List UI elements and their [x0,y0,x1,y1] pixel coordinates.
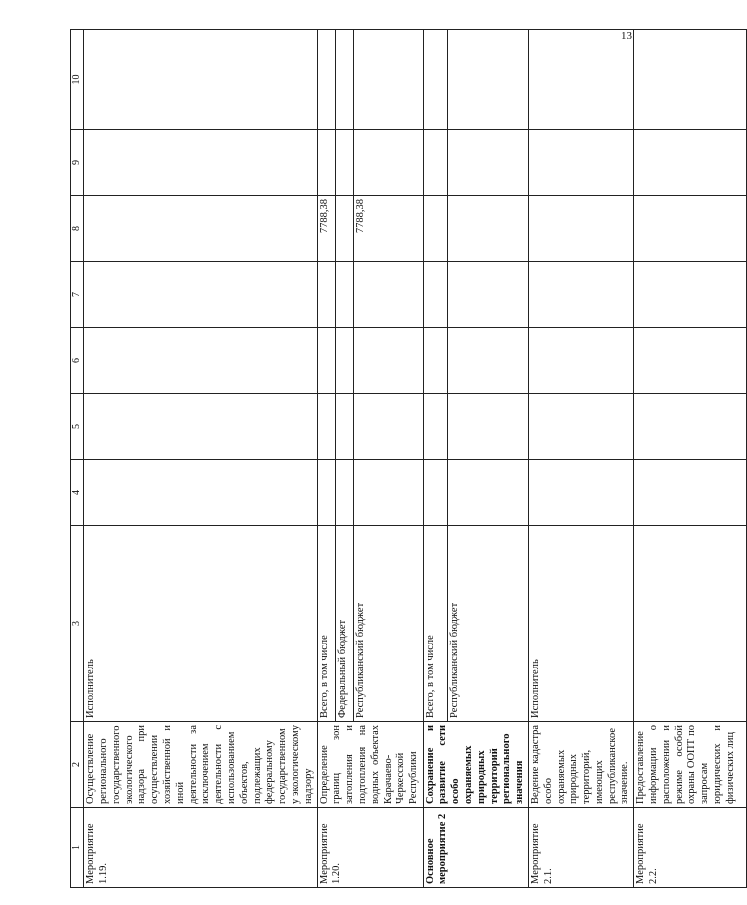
cell [353,328,423,394]
cell [528,262,633,328]
cell [84,328,317,394]
measure-id: Мероприятие 1.20. [317,808,423,888]
measure-name: Предоставление информации о расположении и режиме особой охраны ООПТ по запросам юридических и физических лиц [634,722,747,808]
cell [317,394,335,460]
cell [317,30,335,130]
cell [528,196,633,262]
cell [423,394,448,460]
cell [448,30,528,130]
cell [84,460,317,526]
cell [353,394,423,460]
funding-source: Всего, в том числе [317,526,335,722]
cell [317,460,335,526]
col-header-5: 5 [71,394,84,460]
col-header-2: 2 [71,722,84,808]
measure-name: Определение границ зон затопления и подтопления на водных объектах Карачаево-Черкесской Республики [317,722,423,808]
cell [84,30,317,130]
cell [528,460,633,526]
cell [317,328,335,394]
table-row [528,30,633,888]
cell [448,130,528,196]
cell [448,328,528,394]
col-header-9: 9 [71,130,84,196]
cell [317,130,335,196]
measure-id: Мероприятие 2.2. [634,808,747,888]
table-row [317,30,335,888]
cell [634,262,747,328]
col-header-3: 3 [71,526,84,722]
cell [353,262,423,328]
measure-name: Осуществление регионального государственного экологического надзора при осуществлении хозяйственной и иной деятельности за исключением деятельности с использованием объектов, подлежащих федеральному государственному экологическому надзору [84,722,317,808]
cell [423,328,448,394]
funding-source: Республиканский бюджет [448,526,528,722]
table-row [423,30,448,888]
cell [528,328,633,394]
cell [335,394,353,460]
page-number: 13 [621,30,632,42]
cell [335,460,353,526]
funding-source: Всего, в том числе [423,526,448,722]
budget-table [70,29,747,888]
cell [84,196,317,262]
cell [84,394,317,460]
amount-cell: 7788,38 [317,196,335,262]
cell [335,328,353,394]
measure-id: Основное мероприятие 2 [423,808,528,888]
cell [448,394,528,460]
cell [634,30,747,130]
col-header-4: 4 [71,460,84,526]
funding-source: Исполнитель [528,526,633,722]
cell [423,30,448,130]
cell [634,328,747,394]
rotated-page [70,30,736,888]
funding-source: Республиканский бюджет [353,526,423,722]
col-header-10: 10 [71,30,84,130]
cell [84,130,317,196]
col-header-1: 1 [71,808,84,888]
cell [423,130,448,196]
cell [84,262,317,328]
cell [335,262,353,328]
cell [353,30,423,130]
cell [423,460,448,526]
cell [448,262,528,328]
cell [448,460,528,526]
col-header-7: 7 [71,262,84,328]
cell [448,196,528,262]
cell [335,30,353,130]
amount-cell [335,196,353,262]
col-header-8: 8 [71,196,84,262]
funding-source: Федеральный бюджет [335,526,353,722]
cell [353,130,423,196]
table-row [84,30,317,888]
measure-id: Мероприятие 1.19. [84,808,317,888]
cell [528,394,633,460]
table-row [634,30,747,888]
cell [335,130,353,196]
cell [317,262,335,328]
cell [634,196,747,262]
cell [423,262,448,328]
col-header-6: 6 [71,328,84,394]
amount-cell: 7788,38 [353,196,423,262]
cell [634,394,747,460]
cell [353,460,423,526]
cell [528,30,633,130]
measure-name: Ведение кадастра особо охраняемых природных территорий, имеющих республиканское значение. [528,722,633,808]
measure-name: Сохранение и развитие сети особо охраняемых природных территорий регионального значения [423,722,528,808]
cell [528,130,633,196]
funding-source: Исполнитель [84,526,317,722]
cell [423,196,448,262]
funding-source [634,526,747,722]
measure-id: Мероприятие 2.1. [528,808,633,888]
cell [634,130,747,196]
cell [634,460,747,526]
column-number-row [71,30,84,888]
